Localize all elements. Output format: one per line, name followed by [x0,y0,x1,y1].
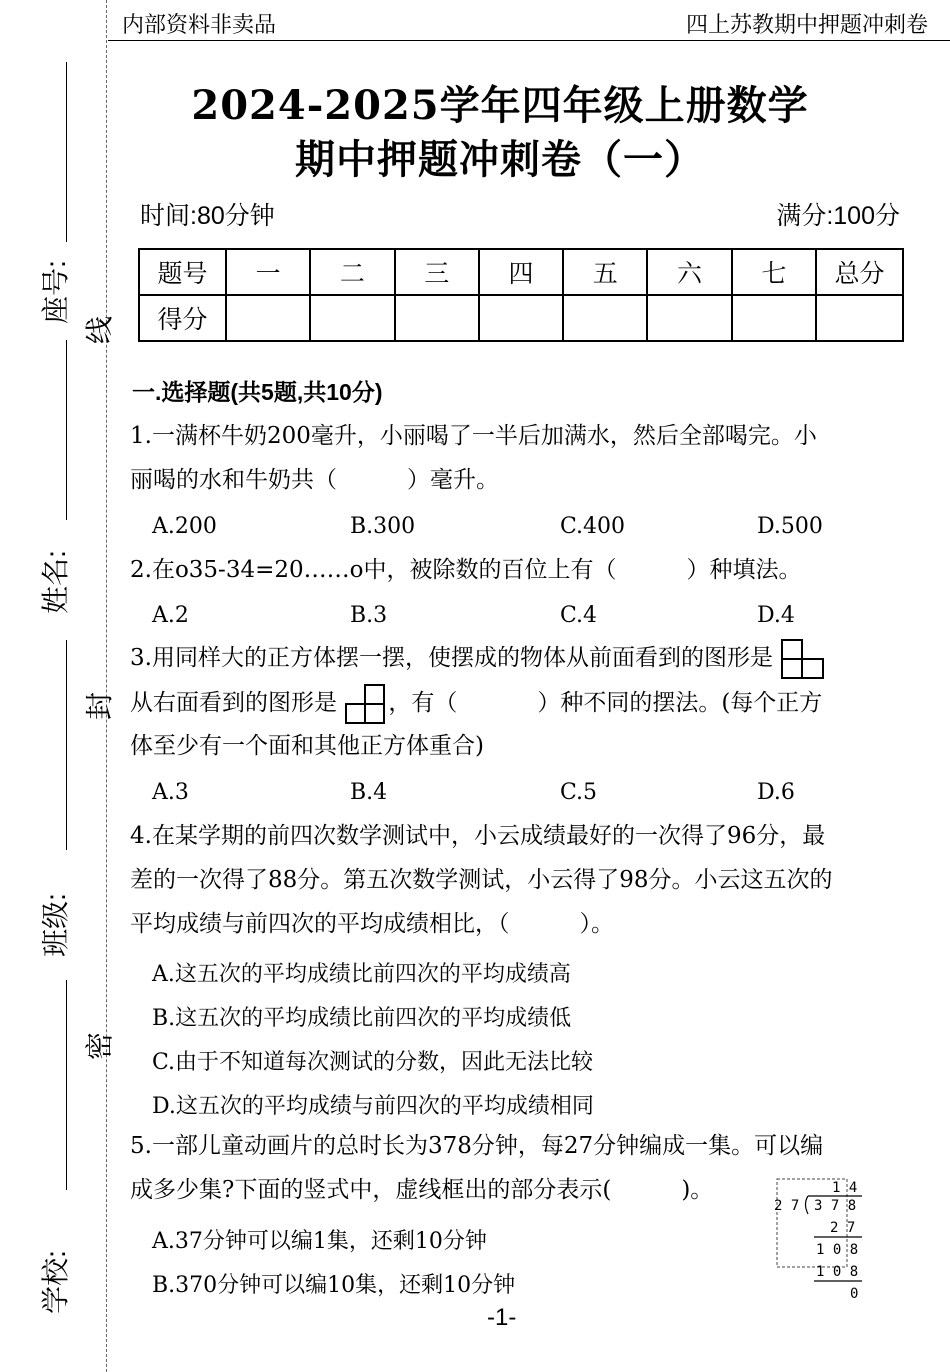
question-5-line-1: 5.一部儿童动画片的总时长为378分钟，每27分钟编成一集。可以编 [130,1133,824,1159]
table-cell: 得分 [139,295,226,341]
table-cell: 四 [479,249,563,295]
score-entry-cell[interactable] [732,295,816,341]
question-1-option-a: A.200 [152,514,217,539]
score-entry-cell[interactable] [647,295,731,341]
division-bracket [806,1196,809,1214]
header-left: 内部资料非卖品 [122,12,277,37]
score-entry-cell[interactable] [816,295,903,341]
header-rule [108,40,950,41]
question-3-line-2 [130,681,822,725]
question-4-line-3 [130,902,614,946]
question-5-line-2 [130,1168,713,1212]
remainder-text: 0 [850,1286,859,1302]
name-line [66,340,67,520]
question-3-option-d: D.6 [757,780,795,805]
score-entry-cell[interactable] [563,295,647,341]
table-cell: 六 [647,249,731,295]
page-number: -1- [487,1304,517,1331]
question-2-line-1 [130,548,801,592]
long-division-figure [770,1176,870,1316]
step1-text: 2 7 [830,1220,856,1236]
table-cell: 总分 [816,249,903,295]
title-line-1: 2024-2025学年四年级上册数学 [191,82,809,129]
question-text: ）。 [579,911,614,937]
header-right: 四上苏教期中押题冲刺卷 [685,12,928,37]
question-1-option-c: C.400 [560,514,626,539]
question-5-option-a: A.37分钟可以编1集，还剩10分钟 [152,1229,487,1254]
seal-char-mi: 密 [83,1031,117,1061]
seal-char-feng: 封 [83,691,117,721]
name-label: 姓名: [39,550,71,614]
score-entry-cell[interactable] [395,295,479,341]
question-text: ，有（ [388,690,458,716]
table-cell: 一 [226,249,310,295]
class-line [66,640,67,850]
score-table-header-row [139,249,903,295]
question-1-line-1: 1.一满杯牛奶200毫升，小丽喝了一半后加满水，然后全部喝完。小 [130,423,817,449]
table-cell: 三 [395,249,479,295]
question-2-option-b: B.3 [350,603,388,628]
question-1-line-2 [130,458,499,502]
question-text: 成多少集?下面的竖式中，虚线框出的部分表示( [130,1177,612,1203]
question-5-option-b: B.370分钟可以编10集，还剩10分钟 [152,1273,516,1298]
title-line-2: 期中押题冲刺卷（一） [295,136,705,183]
section-1-heading: 一.选择题(共5题,共10分) [132,379,383,405]
school-line [66,980,67,1190]
class-label: 班级: [39,893,71,957]
table-cell: 七 [732,249,816,295]
full-score: 满分:100分 [776,202,900,230]
question-text: 2.在o35-34=20……o中，被除数的百位上有（ [130,557,617,583]
question-text: ）种填法。 [686,557,802,583]
seal-char-xian: 线 [83,315,117,345]
question-4-option-b: B.这五次的平均成绩比前四次的平均成绩低 [152,1006,572,1031]
question-3-line-3: 体至少有一个面和其他正方体重合) [130,733,484,759]
question-2-option-d: D.4 [757,603,795,628]
table-cell: 题号 [139,249,226,295]
question-text: )。 [681,1177,714,1203]
table-cell: 五 [563,249,647,295]
front-view-figure [780,638,826,680]
question-text: ）毫升。 [407,467,499,493]
question-3-option-c: C.5 [560,780,598,805]
binding-dashed-line [106,0,107,1372]
quotient-text: 1 4 [832,1180,858,1196]
question-text: 丽喝的水和牛奶共（ [130,467,337,493]
question-text: ）种不同的摆法。(每个正方 [537,690,823,716]
score-entry-cell[interactable] [310,295,394,341]
question-3-line-1 [130,636,826,680]
seat-label: 座号: [39,260,71,324]
question-3-option-b: B.4 [350,780,388,805]
step2-text: 1 0 8 [816,1242,859,1258]
question-text: 从右面看到的图形是 [130,690,337,716]
question-4-line-2: 差的一次得了88分。第五次数学测试，小云得了98分。小云这五次的 [130,867,833,893]
question-1-option-b: B.300 [350,514,416,539]
question-4-line-1: 4.在某学期的前四次数学测试中，小云成绩最好的一次得了96分，最 [130,823,826,849]
exam-time: 时间:80分钟 [140,202,275,230]
dividend-text: 3 7 8 [814,1198,857,1214]
table-cell: 二 [310,249,394,295]
step3-text: 1 0 8 [816,1264,859,1280]
question-4-option-c: C.由于不知道每次测试的分数，因此无法比较 [152,1050,594,1075]
question-4-option-a: A.这五次的平均成绩比前四次的平均成绩高 [152,962,571,987]
divisor-text: 2 7 [774,1198,800,1214]
question-4-option-d: D.这五次的平均成绩与前四次的平均成绩相同 [152,1094,594,1119]
question-2-option-c: C.4 [560,603,598,628]
question-3-option-a: A.3 [152,780,189,805]
question-1-option-d: D.500 [757,514,823,539]
question-text: 平均成绩与前四次的平均成绩相比，（ [130,911,510,937]
score-entry-cell[interactable] [226,295,310,341]
question-2-option-a: A.2 [152,603,189,628]
school-label: 学校: [39,1250,71,1314]
right-view-figure [344,683,388,725]
score-table-score-row [139,295,903,341]
question-text: 3.用同样大的正方体摆一摆，使摆成的物体从前面看到的图形是 [130,645,773,671]
score-table [138,248,904,342]
score-entry-cell[interactable] [479,295,563,341]
